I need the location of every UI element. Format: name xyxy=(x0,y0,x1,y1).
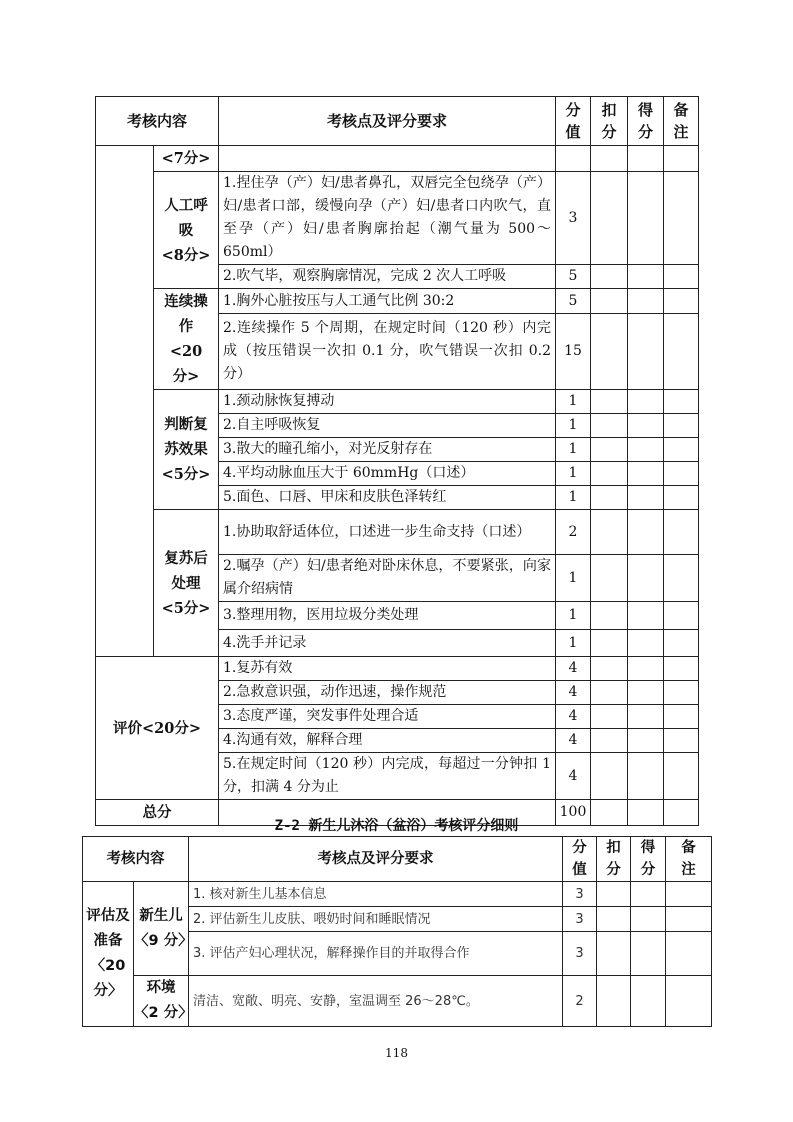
earned-cell[interactable] xyxy=(628,438,664,462)
requirement-text: 4.平均动脉血压大于 60mmHg（口述） xyxy=(219,462,556,486)
deduct-cell[interactable] xyxy=(591,657,628,681)
section-label: 新生儿 〈9 分〉 xyxy=(134,882,189,976)
deduct-cell[interactable] xyxy=(597,976,631,1027)
table-row xyxy=(96,657,699,681)
score-value: 3 xyxy=(563,932,597,976)
earned-cell[interactable] xyxy=(628,289,664,314)
score-value: 3 xyxy=(563,907,597,932)
header-remarks-label[interactable]: 备 注 xyxy=(664,97,699,146)
requirement-text: 2. 评估新生儿皮肤、喂奶时间和睡眠情况 xyxy=(189,907,563,932)
earned-cell[interactable] xyxy=(628,462,664,486)
earned-cell[interactable] xyxy=(628,657,664,681)
header-row xyxy=(96,97,699,146)
earned-cell[interactable] xyxy=(631,907,666,932)
requirement-text: 3.整理用物，医用垃圾分类处理 xyxy=(219,602,556,630)
earned-cell[interactable] xyxy=(628,753,664,800)
score-value: 1 xyxy=(556,555,591,602)
remarks-cell[interactable] xyxy=(664,602,699,630)
evaluation-label: 评价<20分> xyxy=(96,657,219,800)
earned-cell[interactable] xyxy=(628,555,664,602)
remarks-cell[interactable] xyxy=(664,681,699,705)
score-value xyxy=(556,146,591,172)
score-value: 4 xyxy=(556,657,591,681)
requirement-text: 3.态度严谨，突发事件处理合适 xyxy=(219,705,556,729)
requirement-text: 4.沟通有效，解释合理 xyxy=(219,729,556,753)
score-value: 1 xyxy=(556,602,591,630)
header-row xyxy=(83,837,712,882)
remarks-cell[interactable] xyxy=(664,289,699,314)
score-value: 1 xyxy=(556,414,591,438)
header-deduct-label[interactable]: 扣 分 xyxy=(597,837,631,882)
deduct-cell[interactable] xyxy=(591,602,628,630)
requirement-text: 1.颈动脉恢复搏动 xyxy=(219,390,556,414)
score-value: 4 xyxy=(556,729,591,753)
earned-cell[interactable] xyxy=(628,265,664,289)
requirement-text: 清洁、宽敞、明亮、安静，室温调至 26～28℃。 xyxy=(189,976,563,1027)
table-row xyxy=(96,289,699,314)
deduct-cell[interactable] xyxy=(591,438,628,462)
deduct-cell[interactable] xyxy=(591,172,628,265)
deduct-cell[interactable] xyxy=(591,265,628,289)
requirement-text: 3. 评估产妇心理状况，解释操作目的并取得合作 xyxy=(189,932,563,976)
total-label: 总分 xyxy=(96,800,219,826)
deduct-cell[interactable] xyxy=(591,681,628,705)
remarks-cell[interactable] xyxy=(664,414,699,438)
table-row xyxy=(83,882,712,907)
earned-cell[interactable] xyxy=(628,729,664,753)
remarks-cell[interactable] xyxy=(666,932,712,976)
section-label: <7分> xyxy=(154,146,219,172)
score-value: 1 xyxy=(556,630,591,657)
header-deduct-label[interactable]: 扣 分 xyxy=(591,97,628,146)
earned-cell[interactable] xyxy=(631,976,666,1027)
score-value: 1 xyxy=(556,486,591,510)
requirement-text: 4.洗手并记录 xyxy=(219,630,556,657)
requirement-text: 2.嘱孕（产）妇/患者绝对卧床休息，不要紧张，向家属介绍病情 xyxy=(219,555,556,602)
remarks-cell[interactable] xyxy=(666,907,712,932)
remarks-cell[interactable] xyxy=(664,729,699,753)
header-requirements: 考核点及评分要求 xyxy=(189,837,563,882)
table-row xyxy=(96,146,699,172)
score-value: 4 xyxy=(556,681,591,705)
score-value: 4 xyxy=(556,705,591,729)
score-value: 3 xyxy=(563,882,597,907)
requirement-text: 5.面色、口唇、甲床和皮肤色泽转红 xyxy=(219,486,556,510)
remarks-cell[interactable] xyxy=(664,630,699,657)
remarks-cell[interactable] xyxy=(666,882,712,907)
section-label: 人工呼 吸 <8分> xyxy=(154,172,219,289)
deduct-cell[interactable] xyxy=(591,510,628,555)
deduct-cell[interactable] xyxy=(591,390,628,414)
earned-cell[interactable] xyxy=(628,705,664,729)
deduct-cell[interactable] xyxy=(597,907,631,932)
score-value: 15 xyxy=(556,314,591,390)
earned-cell[interactable] xyxy=(628,390,664,414)
score-value: 5 xyxy=(556,289,591,314)
score-value: 1 xyxy=(556,462,591,486)
deduct-cell[interactable] xyxy=(591,289,628,314)
remarks-cell[interactable] xyxy=(664,462,699,486)
table-row xyxy=(96,510,699,555)
remarks-cell[interactable] xyxy=(664,555,699,602)
cpr-scoring-table xyxy=(95,96,699,826)
table-row xyxy=(96,390,699,414)
score-value: 2 xyxy=(556,510,591,555)
remarks-cell[interactable] xyxy=(664,314,699,390)
page-number: 118 xyxy=(385,1046,408,1060)
remarks-cell[interactable] xyxy=(664,510,699,555)
remarks-cell[interactable] xyxy=(664,705,699,729)
header-earned-label[interactable]: 得 分 xyxy=(628,97,664,146)
score-value: 2 xyxy=(563,976,597,1027)
earned-cell[interactable] xyxy=(628,602,664,630)
remarks-cell[interactable] xyxy=(664,172,699,265)
requirement-text: 1.协助取舒适体位，口述进一步生命支持（口述） xyxy=(219,510,556,555)
remarks-cell[interactable] xyxy=(664,486,699,510)
deduct-cell[interactable] xyxy=(591,729,628,753)
requirement-text: 1.捏住孕（产）妇/患者鼻孔，双唇完全包绕孕（产）妇/患者口部，缓慢向孕（产）妇/患者口内吹气，直至孕（产）妇/患者胸廓抬起（潮气量为 500～650ml） xyxy=(219,172,556,265)
deduct-cell[interactable] xyxy=(591,486,628,510)
deduct-cell[interactable] xyxy=(591,753,628,800)
earned-cell[interactable] xyxy=(631,932,666,976)
requirement-text: 1.胸外心脏按压与人工通气比例 30:2 xyxy=(219,289,556,314)
total-score: 100 xyxy=(556,800,591,826)
requirement-text xyxy=(219,146,556,172)
score-value: 5 xyxy=(556,265,591,289)
requirement-text: 3.散大的瞳孔缩小，对光反射存在 xyxy=(219,438,556,462)
deduct-cell[interactable] xyxy=(597,932,631,976)
remarks-cell[interactable] xyxy=(664,657,699,681)
deduct-cell[interactable] xyxy=(591,146,628,172)
requirement-text: 1. 核对新生儿基本信息 xyxy=(189,882,563,907)
score-value: 3 xyxy=(556,172,591,265)
remarks-cell[interactable] xyxy=(664,146,699,172)
header-remarks-label[interactable]: 备 注 xyxy=(666,837,712,882)
requirement-text: 5.在规定时间（120 秒）内完成，每超过一分钟扣 1 分，扣满 4 分为止 xyxy=(219,753,556,800)
earned-cell[interactable] xyxy=(628,486,664,510)
requirement-text: 2.急救意识强，动作迅速，操作规范 xyxy=(219,681,556,705)
header-requirements: 考核点及评分要求 xyxy=(219,97,556,146)
header-content: 考核内容 xyxy=(96,97,219,146)
earned-cell[interactable] xyxy=(628,510,664,555)
deduct-cell[interactable] xyxy=(597,882,631,907)
requirement-text: 2.自主呼吸恢复 xyxy=(219,414,556,438)
remarks-cell[interactable] xyxy=(664,390,699,414)
section-label: 连续操 作 <20 分> xyxy=(154,289,219,390)
section-label: 环境 〈2 分〉 xyxy=(134,976,189,1027)
table-row xyxy=(83,976,712,1027)
header-earned-label[interactable]: 得 分 xyxy=(631,837,666,882)
newborn-bath-scoring-table xyxy=(82,836,712,1027)
requirement-text: 2.吹气毕，观察胸廓情况，完成 2 次人工呼吸 xyxy=(219,265,556,289)
requirement-text: 1.复苏有效 xyxy=(219,657,556,681)
earned-cell[interactable] xyxy=(628,146,664,172)
remarks-cell[interactable] xyxy=(664,753,699,800)
deduct-cell[interactable] xyxy=(591,705,628,729)
earned-cell[interactable] xyxy=(631,882,666,907)
deduct-cell[interactable] xyxy=(591,314,628,390)
header-content: 考核内容 xyxy=(83,837,189,882)
requirement-text: 2.连续操作 5 个周期，在规定时间（120 秒）内完成（按压错误一次扣 0.1 分，吹气错误一次扣 0.2 分） xyxy=(219,314,556,390)
deduct-cell[interactable] xyxy=(591,414,628,438)
earned-cell[interactable] xyxy=(628,630,664,657)
group-label: 评估及 准备 〈20 分〉 xyxy=(83,882,134,1027)
header-score-label: 分 值 xyxy=(556,97,591,146)
header-score-label: 分 值 xyxy=(563,837,597,882)
remarks-cell[interactable] xyxy=(664,438,699,462)
remarks-cell[interactable] xyxy=(664,265,699,289)
deduct-cell[interactable] xyxy=(591,630,628,657)
score-value: 4 xyxy=(556,753,591,800)
remarks-cell[interactable] xyxy=(666,976,712,1027)
score-value: 1 xyxy=(556,438,591,462)
deduct-cell[interactable] xyxy=(591,462,628,486)
section-group-cell xyxy=(96,146,154,657)
earned-cell[interactable] xyxy=(628,681,664,705)
section-label: 判断复 苏效果 <5分> xyxy=(154,390,219,510)
table2-title: Z-2 新生儿沐浴（盆浴）考核评分细则 xyxy=(274,818,519,834)
table-row xyxy=(96,172,699,265)
earned-cell[interactable] xyxy=(628,314,664,390)
score-value: 1 xyxy=(556,390,591,414)
section-label: 复苏后 处理 <5分> xyxy=(154,510,219,657)
earned-cell[interactable] xyxy=(628,414,664,438)
deduct-cell[interactable] xyxy=(591,555,628,602)
earned-cell[interactable] xyxy=(628,172,664,265)
